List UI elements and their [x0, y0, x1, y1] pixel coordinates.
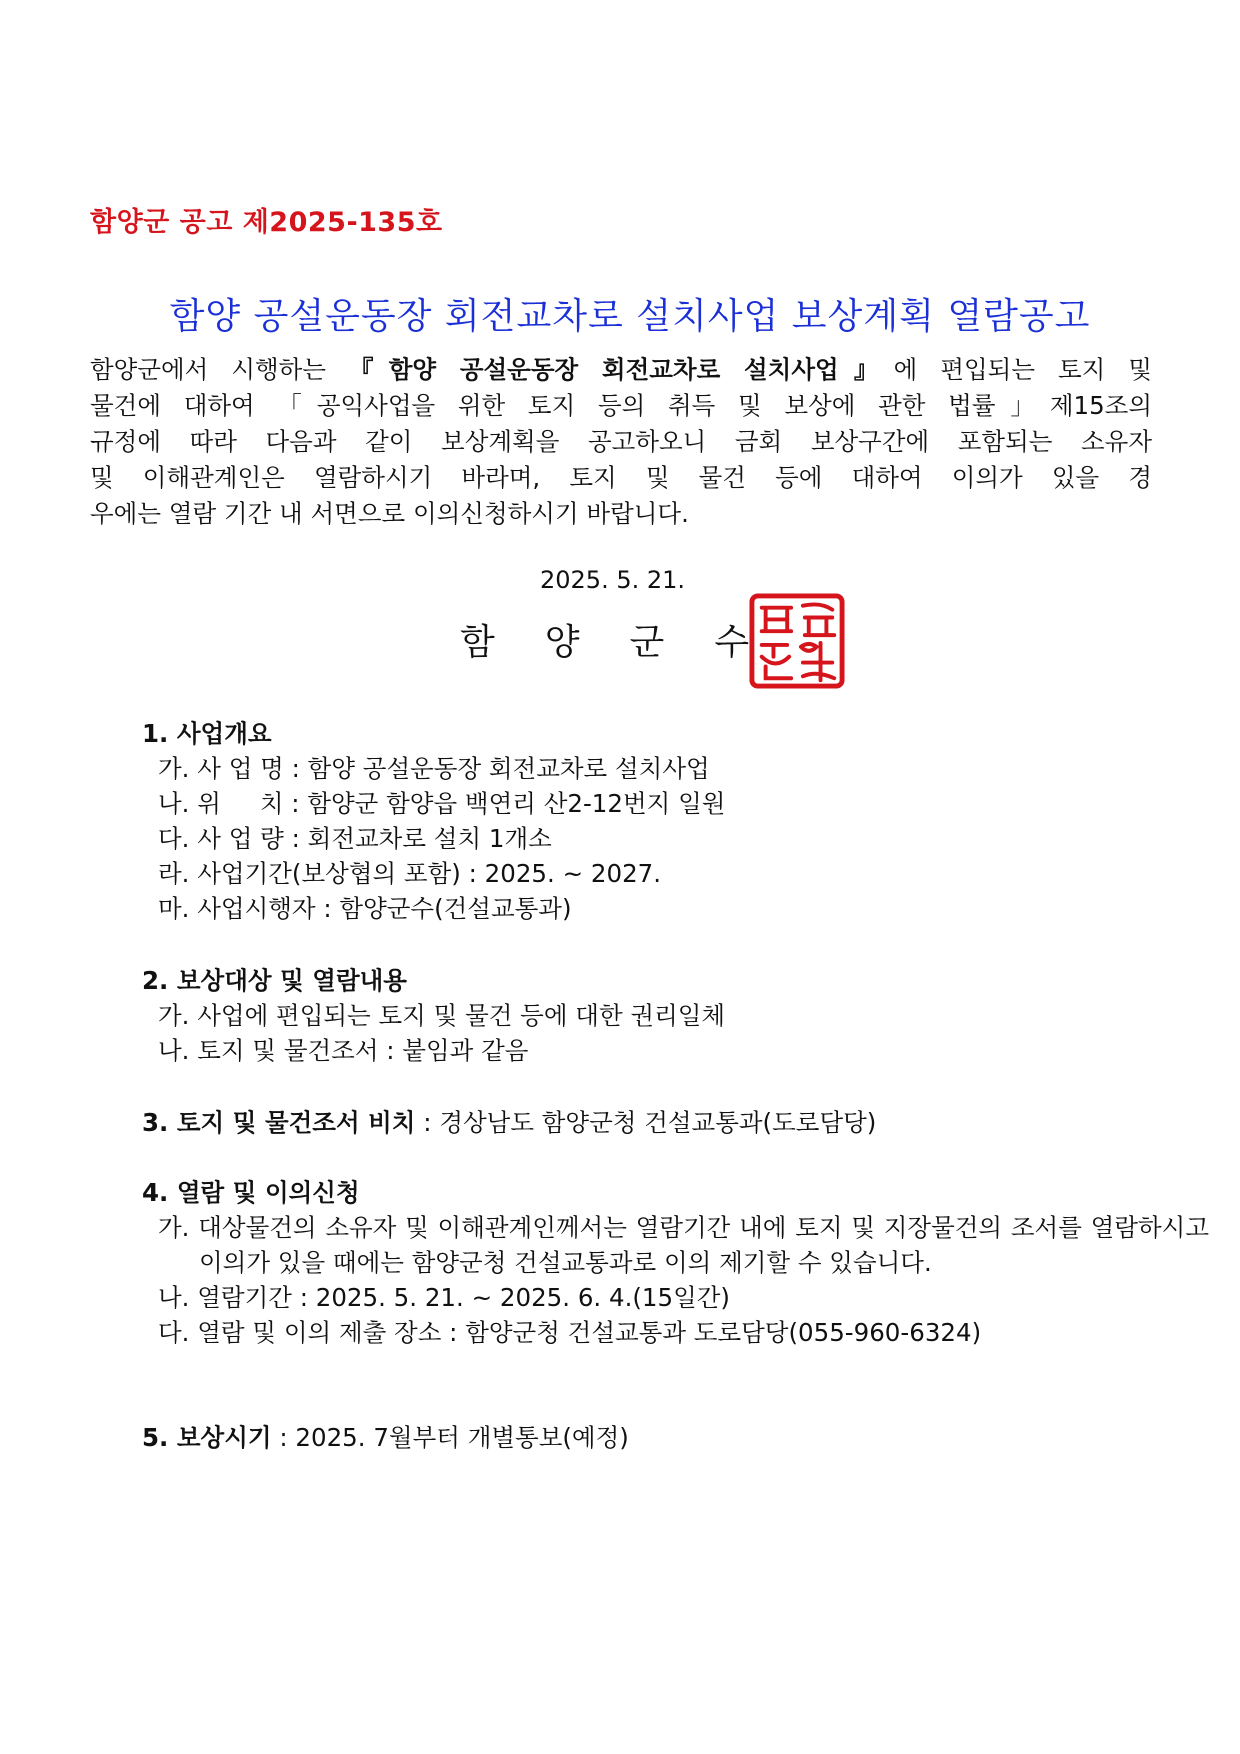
section-heading: 2. 보상대상 및 열람내용 [142, 966, 407, 995]
list-item: 나. 토지 및 물건조서 : 붙임과 같음 [158, 1036, 529, 1065]
section-inspection-objection [142, 1175, 1209, 1350]
notice-date: 2025. 5. 21. [540, 566, 686, 594]
intro-paragraph [90, 352, 1152, 532]
list-item: 가. 사업에 편입되는 토지 및 물건 등에 대한 권리일체 [158, 1001, 726, 1030]
section-heading: 1. 사업개요 [142, 719, 272, 748]
section-heading: 4. 열람 및 이의신청 [142, 1178, 360, 1207]
list-item: 가. 사 업 명 : 함양 공설운동장 회전교차로 설치사업 [158, 754, 710, 783]
intro-text: 에 편입되는 토지 및 [893, 355, 1153, 384]
intro-line-5: 우에는 열람 기간 내 서면으로 이의신청하시기 바랍니다. [90, 499, 689, 528]
list-item: 다. 사 업 량 : 회전교차로 설치 1개소 [158, 824, 552, 853]
section-heading-text: 5. 보상시기 [142, 1423, 272, 1452]
list-item: 다. 열람 및 이의 제출 장소 : 함양군청 건설교통과 도로담당(055-960-6324) [158, 1318, 982, 1347]
intro-text: 함양군에서 시행하는 [90, 355, 350, 384]
section-compensation-timing [142, 1420, 1142, 1455]
section-compensation-target [142, 963, 1142, 1068]
intro-line-1 [90, 352, 1152, 388]
list-item: 가. 대상물건의 소유자 및 이해관계인께서는 열람기간 내에 토지 및 지장물건의 조서를 열람하시고 이의가 있을 때에는 함양군청 건설교통과로 이의 제기할 수 있습니다. [158, 1213, 1209, 1277]
section-heading [142, 1420, 1142, 1455]
intro-line-4: 및 이해관계인은 열람하시기 바라며, 토지 및 물건 등에 대하여 이의가 있을 경 [90, 463, 1152, 492]
notice-number: 함양군 공고 제2025-135호 [90, 207, 443, 238]
official-seal-icon [748, 592, 846, 690]
section-heading-value: : 2025. 7월부터 개별통보(예정) [271, 1423, 629, 1452]
list-item: 나. 위 치 : 함양군 함양읍 백연리 산2-12번지 일원 [158, 789, 726, 818]
intro-line-3: 규정에 따라 다음과 같이 보상계획을 공고하오니 금회 보상구간에 포함되는 소유자 [90, 427, 1152, 456]
notice-title: 함양 공설운동장 회전교차로 설치사업 보상계획 열람공고 [169, 296, 1091, 337]
intro-line-2: 물건에 대하여 「공익사업을 위한 토지 등의 취득 및 보상에 관한 법률」제15조의 [90, 391, 1152, 420]
section-heading-text: 3. 토지 및 물건조서 비치 [142, 1108, 416, 1137]
section-heading [142, 1105, 1142, 1140]
project-name-bold: 『함양 공설운동장 회전교차로 설치사업』 [349, 355, 894, 384]
list-item: 나. 열람기간 : 2025. 5. 21. ~ 2025. 6. 4.(15일간) [158, 1283, 730, 1312]
section-document-location [142, 1105, 1142, 1140]
section-heading-value: : 경상남도 함양군청 건설교통과(도로담당) [415, 1108, 877, 1137]
signer-name: 함양군수 [460, 622, 800, 663]
list-item: 라. 사업기간(보상협의 포함) : 2025. ~ 2027. [158, 859, 662, 888]
section-project-overview [142, 716, 1142, 926]
list-item: 마. 사업시행자 : 함양군수(건설교통과) [158, 894, 572, 923]
